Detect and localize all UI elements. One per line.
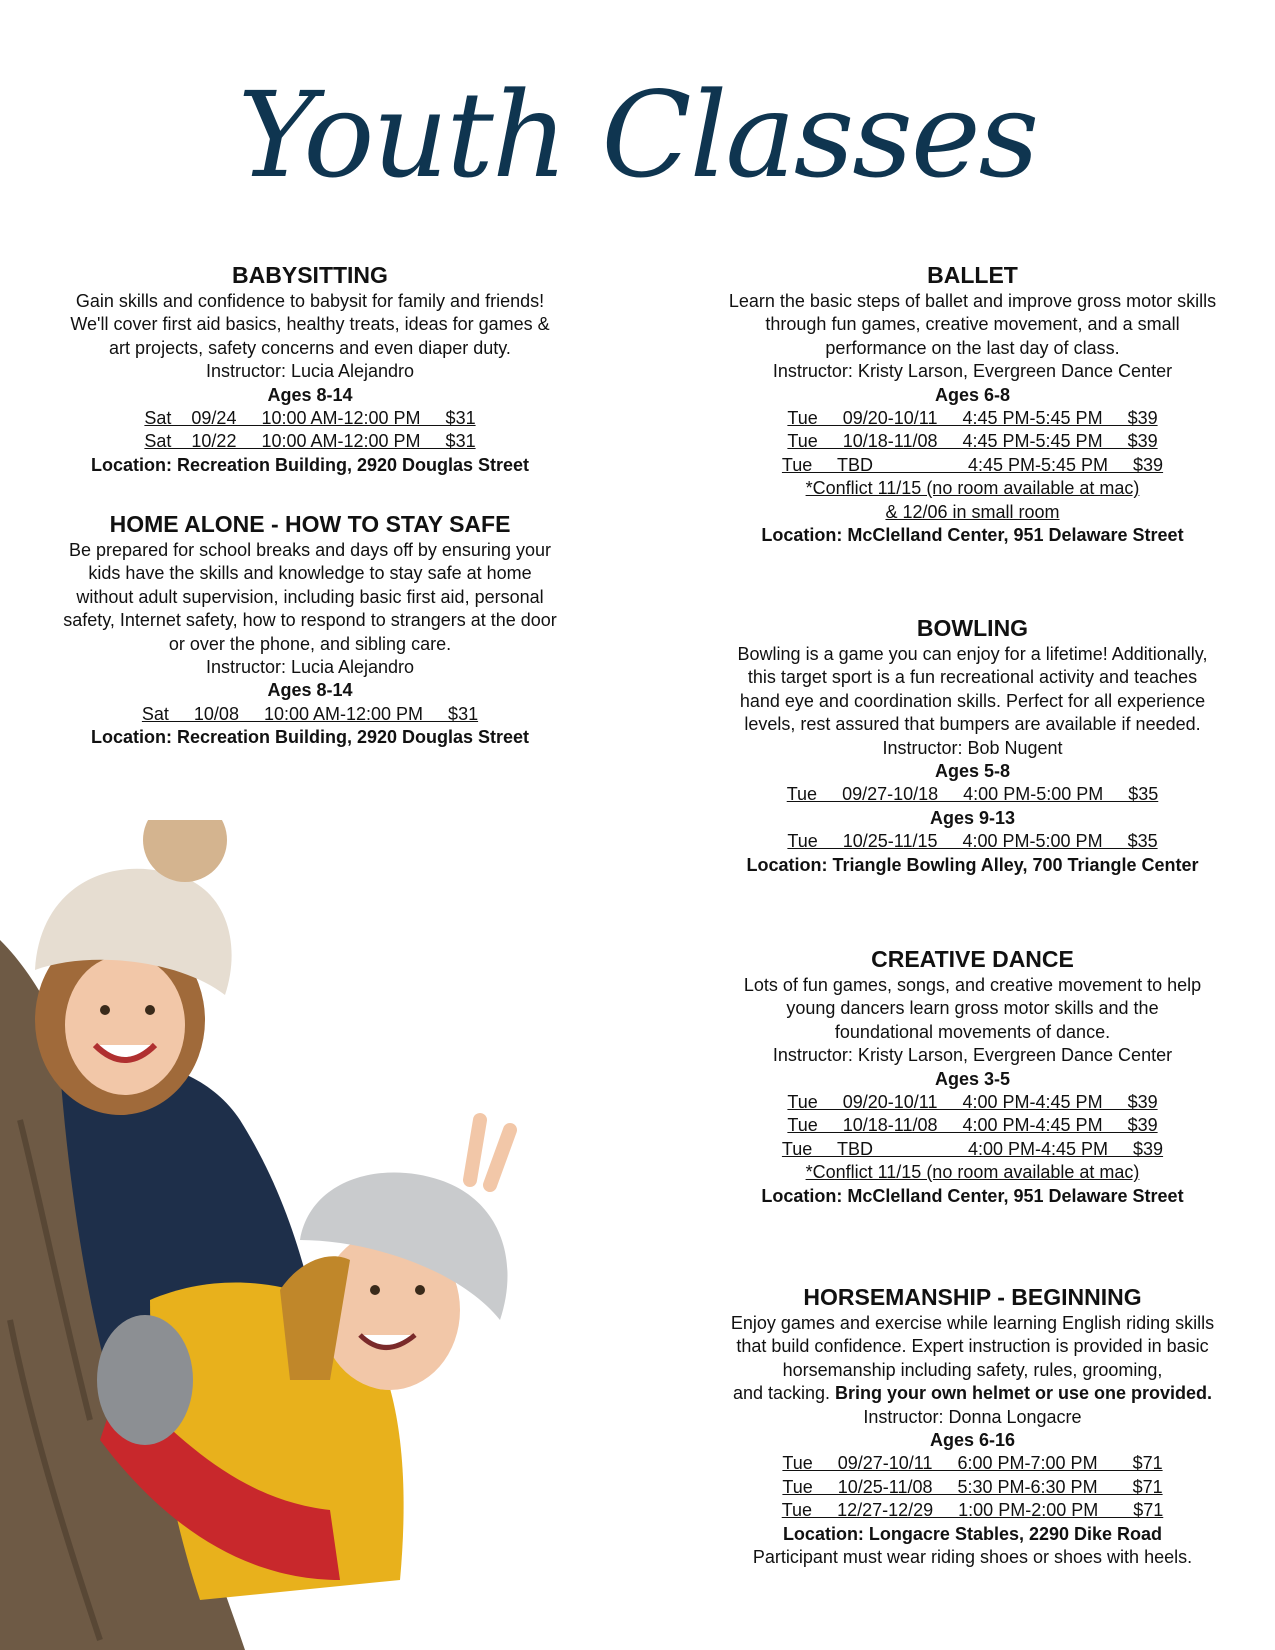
section-title: HOME ALONE - HOW TO STAY SAFE — [109, 511, 511, 537]
conflict-note: & 12/06 in small room — [885, 501, 1060, 522]
location: Location: Recreation Building, 2920 Douglas Street — [90, 727, 530, 748]
location: Location: Triangle Bowling Alley, 700 Triangle Center — [746, 854, 1199, 875]
page-title: Youth Classes — [237, 66, 1038, 204]
section-description: Be prepared for school breaks and days off by ensuring your kids have the skills and knowledge to stay safe at home without adult supervision, including basic first aid, personal safety, Internet safety, how to respond to strangers at the door or over the phone, and sibling care. — [63, 540, 557, 654]
location: Location: McClelland Center, 951 Delaware Street — [761, 525, 1184, 546]
instructor: Instructor: Lucia Alejandro — [205, 657, 415, 678]
section-creative-dance — [700, 946, 1245, 1208]
schedule-row: Sat 10/22 10:00 AM-12:00 PM $31 — [144, 431, 476, 452]
schedule-row: Tue 10/25-11/08 5:30 PM-6:30 PM $71 — [782, 1476, 1163, 1497]
ages: Ages 6-16 — [929, 1430, 1016, 1451]
schedule-row: Tue TBD 4:00 PM-4:45 PM $39 — [781, 1138, 1164, 1159]
conflict-note: *Conflict 11/15 (no room available at mac) — [805, 1162, 1140, 1183]
instructor: Instructor: Bob Nugent — [882, 737, 1063, 758]
section-title: BALLET — [927, 262, 1018, 288]
ages: Ages 5-8 — [934, 761, 1011, 782]
ages: Ages 9-13 — [929, 807, 1016, 828]
ages: Ages 3-5 — [934, 1068, 1011, 1089]
girl-face — [65, 955, 185, 1095]
section-bowling — [700, 615, 1245, 877]
instructor: Instructor: Lucia Alejandro — [205, 361, 415, 382]
section-description: Bowling is a game you can enjoy for a lifetime! Additionally, this target sport is a fun recreational activity and teaches hand eye and coordination skills. Perfect for all experience levels, rest assured that bumpers are available if needed. — [737, 644, 1208, 735]
children-peeking-from-tree-photo — [0, 820, 560, 1650]
location: Location: Recreation Building, 2920 Douglas Street — [90, 454, 530, 475]
schedule-row: Tue 09/27-10/11 6:00 PM-7:00 PM $71 — [782, 1453, 1163, 1474]
footer-note: Participant must wear riding shoes or shoes with heels. — [752, 1547, 1193, 1568]
instructor: Instructor: Kristy Larson, Evergreen Dance Center — [772, 361, 1173, 382]
location: Location: Longacre Stables, 2290 Dike Road — [782, 1523, 1163, 1544]
grey-glove — [97, 1315, 193, 1445]
schedule-row: Sat 09/24 10:00 AM-12:00 PM $31 — [144, 408, 476, 429]
description-last-line — [700, 1382, 1245, 1405]
schedule-row: Tue 10/18-11/08 4:45 PM-5:45 PM $39 — [787, 431, 1158, 452]
section-title: BABYSITTING — [232, 262, 388, 288]
description-tail: and tacking. — [732, 1383, 836, 1404]
instructor: Instructor: Kristy Larson, Evergreen Dance Center — [772, 1045, 1173, 1066]
conflict-note: *Conflict 11/15 (no room available at mac) — [805, 478, 1140, 499]
section-home-alone — [40, 511, 580, 750]
section-title: HORSEMANSHIP - BEGINNING — [803, 1284, 1142, 1310]
section-title: BOWLING — [916, 615, 1029, 641]
section-horsemanship — [700, 1284, 1245, 1569]
schedule-row: Tue 09/20-10/11 4:00 PM-4:45 PM $39 — [787, 1092, 1158, 1113]
section-babysitting — [40, 262, 580, 477]
ages: Ages 8-14 — [267, 680, 353, 701]
instructor: Instructor: Donna Longacre — [863, 1406, 1082, 1427]
schedule-row: Sat 10/08 10:00 AM-12:00 PM $31 — [141, 703, 479, 724]
section-ballet — [700, 262, 1245, 547]
ages: Ages 8-14 — [267, 384, 353, 405]
schedule-row: Tue 12/27-12/29 1:00 PM-2:00 PM $71 — [781, 1500, 1164, 1521]
schedule-row: Tue TBD 4:45 PM-5:45 PM $39 — [781, 454, 1164, 475]
section-description: Learn the basic steps of ballet and improve gross motor skills through fun games, creative movement, and a small performance on the last day of class. — [728, 291, 1217, 358]
schedule-row: Tue 10/25-11/15 4:00 PM-5:00 PM $35 — [787, 831, 1158, 852]
section-description: Gain skills and confidence to babysit for family and friends! We'll cover first aid basics, healthy treats, ideas for games & art projects, safety concerns and even diaper duty. — [70, 291, 550, 358]
section-description: Lots of fun games, songs, and creative movement to help young dancers learn gross motor skills and the foundational movements of dance. — [743, 975, 1202, 1042]
schedule-row: Tue 09/20-10/11 4:45 PM-5:45 PM $39 — [787, 408, 1158, 429]
schedule-row: Tue 10/18-11/08 4:00 PM-4:45 PM $39 — [787, 1115, 1158, 1136]
section-description: Enjoy games and exercise while learning English riding skills that build confidence. Expert instruction is provided in basic horsemanship including safety, rules, grooming, — [730, 1313, 1215, 1380]
location: Location: McClelland Center, 951 Delaware Street — [761, 1185, 1184, 1206]
schedule-row: Tue 09/27-10/18 4:00 PM-5:00 PM $35 — [786, 784, 1159, 805]
section-title: CREATIVE DANCE — [871, 946, 1074, 972]
helmet-note: Bring your own helmet or use one provided. — [835, 1383, 1213, 1404]
ages: Ages 6-8 — [934, 384, 1011, 405]
